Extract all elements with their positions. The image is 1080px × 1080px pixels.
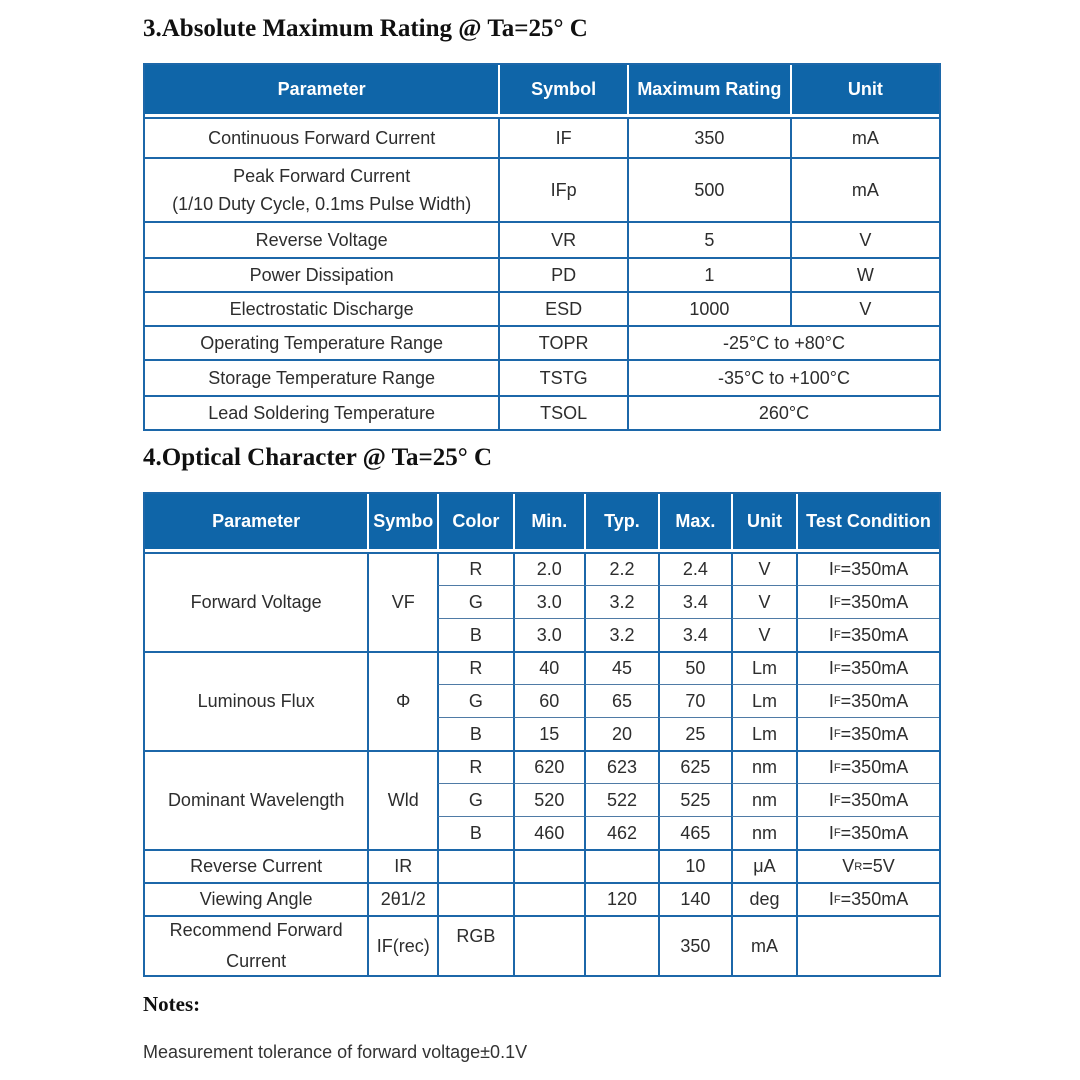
test-condition-cell: I F =350mA: [796, 816, 939, 849]
test-condition-cell: I F =350mA: [796, 882, 939, 915]
test-condition-cell: I F =350mA: [796, 651, 939, 684]
test-condition-cell: I F =350mA: [796, 750, 939, 783]
min-cell: [513, 882, 584, 915]
max-cell: 465: [658, 816, 731, 849]
min-cell: 15: [513, 717, 584, 750]
unit-cell: Lm: [731, 717, 796, 750]
typ-cell: [584, 849, 658, 882]
max-cell: 50: [658, 651, 731, 684]
col-header-symbol: Symbo: [367, 494, 437, 552]
col-header-test-condition: Test Condition: [796, 494, 939, 552]
param-cell: Dominant Wavelength: [145, 750, 367, 849]
unit-cell: nm: [731, 783, 796, 816]
typ-cell: 20: [584, 717, 658, 750]
param-cell: Electrostatic Discharge: [145, 291, 498, 325]
unit-cell: V: [731, 585, 796, 618]
rating-cell: 1000: [627, 291, 790, 325]
col-header-unit: Unit: [790, 65, 939, 117]
symbol-cell: Wld: [367, 750, 437, 849]
symbol-cell: VF: [367, 552, 437, 651]
color-cell: G: [437, 585, 512, 618]
typ-cell: 3.2: [584, 585, 658, 618]
unit-cell: V: [790, 291, 939, 325]
typ-cell: 623: [584, 750, 658, 783]
unit-cell: Lm: [731, 651, 796, 684]
max-cell: 140: [658, 882, 731, 915]
max-cell: 525: [658, 783, 731, 816]
color-cell: B: [437, 618, 512, 651]
unit-cell: nm: [731, 750, 796, 783]
unit-cell: W: [790, 257, 939, 291]
unit-cell: V: [731, 618, 796, 651]
unit-cell: mA: [790, 157, 939, 221]
symbol-cell: IF: [498, 117, 627, 157]
unit-cell: μA: [731, 849, 796, 882]
symbol-cell: TSTG: [498, 359, 627, 395]
rating-cell: 5: [627, 221, 790, 257]
col-header-unit: Unit: [731, 494, 796, 552]
param-cell: [145, 915, 367, 975]
param-cell: Power Dissipation: [145, 257, 498, 291]
color-cell: R: [437, 552, 512, 585]
unit-cell: deg: [731, 882, 796, 915]
color-cell: R: [437, 651, 512, 684]
param-line1: Peak Forward Current: [233, 165, 411, 186]
param-line2: Current: [226, 951, 287, 971]
param-cell: Reverse Voltage: [145, 221, 498, 257]
col-header-parameter: Parameter: [145, 65, 498, 117]
max-cell: 70: [658, 684, 731, 717]
min-cell: 3.0: [513, 618, 584, 651]
min-cell: [513, 849, 584, 882]
unit-cell: mA: [790, 117, 939, 157]
rating-cell: 500: [627, 157, 790, 221]
col-header-maximum-rating: Maximum Rating: [627, 65, 790, 117]
max-cell: 3.4: [658, 618, 731, 651]
symbol-cell: 2θ1/2: [367, 882, 437, 915]
typ-cell: 2.2: [584, 552, 658, 585]
unit-cell: V: [790, 221, 939, 257]
min-cell: 460: [513, 816, 584, 849]
max-cell: 625: [658, 750, 731, 783]
symbol-cell: VR: [498, 221, 627, 257]
param-cell: Operating Temperature Range: [145, 325, 498, 359]
min-cell: 3.0: [513, 585, 584, 618]
symbol-cell: ESD: [498, 291, 627, 325]
typ-cell: [584, 915, 658, 975]
col-header-parameter: Parameter: [145, 494, 367, 552]
param-cell: [145, 157, 498, 221]
test-condition-cell: I F =350mA: [796, 585, 939, 618]
col-header-max: Max.: [658, 494, 731, 552]
color-cell: G: [437, 783, 512, 816]
param-cell: Continuous Forward Current: [145, 117, 498, 157]
test-condition-cell: I F =350mA: [796, 717, 939, 750]
test-condition-cell: I F =350mA: [796, 618, 939, 651]
rating-cell: -35°C to +100°C: [627, 359, 939, 395]
test-condition-cell: I F =350mA: [796, 552, 939, 585]
abs-max-table: [143, 63, 941, 431]
symbol-cell: IF(rec): [367, 915, 437, 975]
max-cell: 3.4: [658, 585, 731, 618]
min-cell: [513, 915, 584, 975]
test-condition-cell: I F =350mA: [796, 783, 939, 816]
test-condition-cell: I F =350mA: [796, 684, 939, 717]
rating-cell: 350: [627, 117, 790, 157]
color-cell: B: [437, 816, 512, 849]
min-cell: 2.0: [513, 552, 584, 585]
notes-title: Notes:: [143, 992, 201, 1016]
symbol-cell: IFp: [498, 157, 627, 221]
typ-cell: 462: [584, 816, 658, 849]
test-condition-cell: V R =5V: [796, 849, 939, 882]
min-cell: 520: [513, 783, 584, 816]
unit-cell: mA: [731, 915, 796, 975]
col-header-typ: Typ.: [584, 494, 658, 552]
section3-title: 3.Absolute Maximum Rating @ Ta=25° C: [143, 15, 588, 42]
min-cell: 620: [513, 750, 584, 783]
col-header-color: Color: [437, 494, 512, 552]
param-cell: Forward Voltage: [145, 552, 367, 651]
rating-cell: 260°C: [627, 395, 939, 429]
param-cell: Reverse Current: [145, 849, 367, 882]
typ-cell: 3.2: [584, 618, 658, 651]
section4-title: 4.Optical Character @ Ta=25° C: [143, 444, 493, 471]
typ-cell: 522: [584, 783, 658, 816]
color-cell: RGB: [437, 915, 512, 975]
col-header-symbol: Symbol: [498, 65, 627, 117]
unit-cell: nm: [731, 816, 796, 849]
typ-cell: 45: [584, 651, 658, 684]
param-cell: Lead Soldering Temperature: [145, 395, 498, 429]
max-cell: 350: [658, 915, 731, 975]
test-condition-cell: [796, 915, 939, 975]
symbol-cell: TSOL: [498, 395, 627, 429]
col-header-min: Min.: [513, 494, 584, 552]
unit-cell: V: [731, 552, 796, 585]
param-cell: Viewing Angle: [145, 882, 367, 915]
symbol-cell: PD: [498, 257, 627, 291]
param-line1: Recommend Forward: [169, 920, 343, 941]
rating-cell: 1: [627, 257, 790, 291]
param-line2: (1/10 Duty Cycle, 0.1ms Pulse Width): [172, 193, 472, 214]
symbol-cell: IR: [367, 849, 437, 882]
unit-cell: Lm: [731, 684, 796, 717]
color-cell: [437, 882, 512, 915]
color-cell: [437, 849, 512, 882]
symbol-cell: Φ: [367, 651, 437, 750]
optical-table: [143, 492, 941, 977]
max-cell: 2.4: [658, 552, 731, 585]
rating-cell: -25°C to +80°C: [627, 325, 939, 359]
min-cell: 40: [513, 651, 584, 684]
param-cell: Luminous Flux: [145, 651, 367, 750]
color-cell: R: [437, 750, 512, 783]
max-cell: 10: [658, 849, 731, 882]
max-cell: 25: [658, 717, 731, 750]
notes-body: Measurement tolerance of forward voltage±0.1V: [143, 1042, 528, 1062]
typ-cell: 120: [584, 882, 658, 915]
param-cell: Storage Temperature Range: [145, 359, 498, 395]
color-cell: G: [437, 684, 512, 717]
symbol-cell: TOPR: [498, 325, 627, 359]
color-cell: B: [437, 717, 512, 750]
min-cell: 60: [513, 684, 584, 717]
typ-cell: 65: [584, 684, 658, 717]
